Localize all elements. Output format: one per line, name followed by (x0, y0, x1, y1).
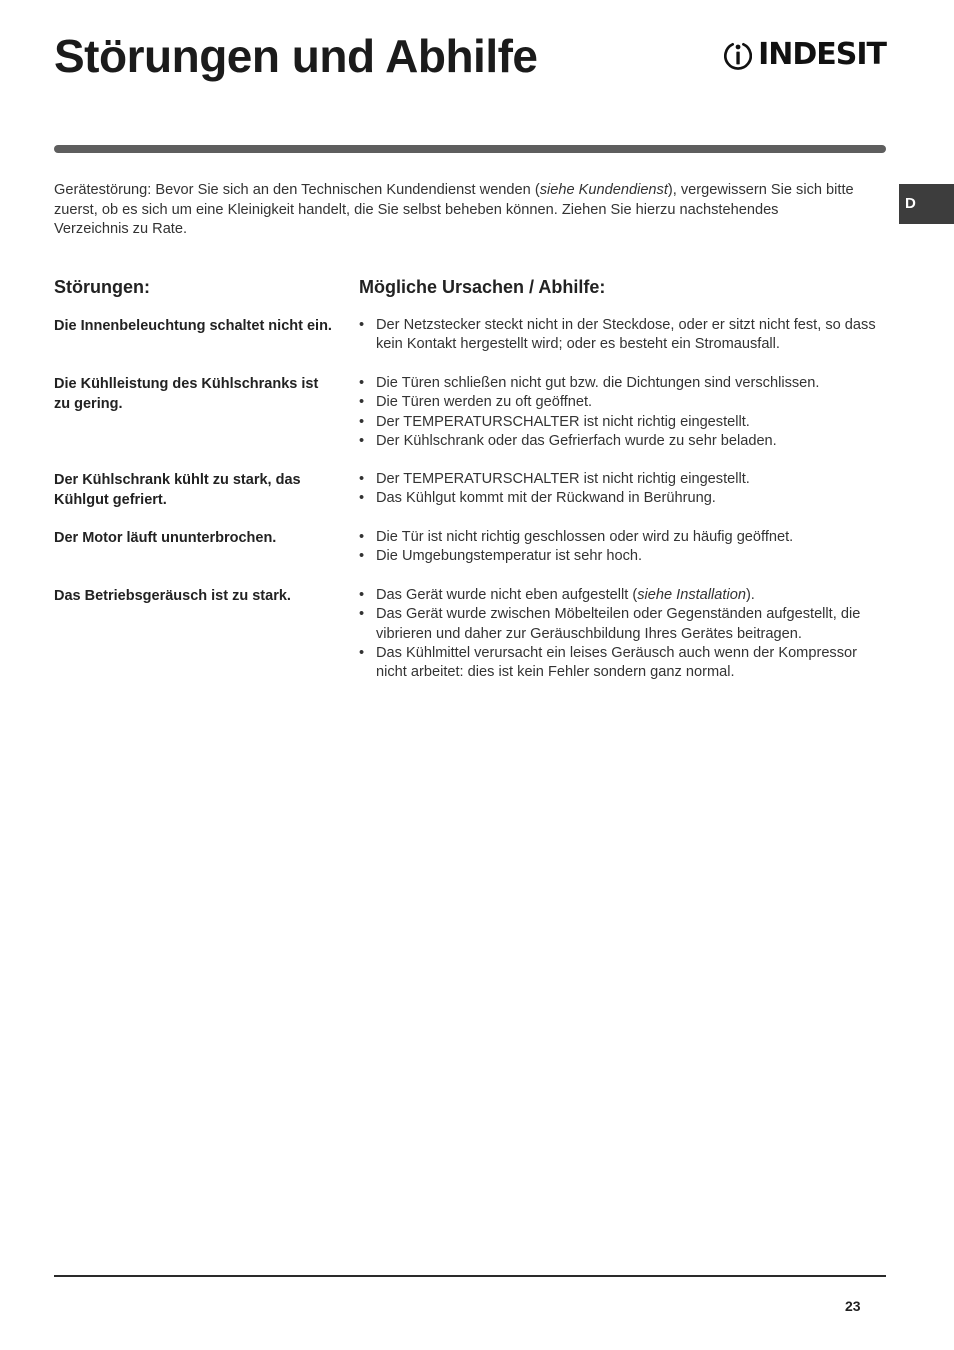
problems-heading: Störungen: (54, 277, 150, 297)
header-divider (54, 145, 886, 153)
cause-text: Die Tür ist nicht richtig geschlossen oder wird zu häufig geöffnet. (376, 529, 794, 545)
language-tab: D (899, 184, 954, 224)
bullet-icon: • (359, 375, 365, 391)
cause-text: Die Türen werden zu oft geöffnet. (376, 394, 593, 411)
cause-text: Der TEMPERATURSCHALTER ist nicht richtig eingestellt. (376, 413, 750, 430)
cause-list (359, 374, 889, 451)
cause-list (359, 528, 889, 567)
cause-item (359, 316, 889, 355)
cause-list (359, 470, 889, 509)
cause-text-end: ). (745, 587, 755, 603)
cause-item (359, 489, 889, 508)
cause-item (359, 547, 889, 566)
cause-text: Der Netzstecker steckt nicht in der Steckdose, oder er sitzt nicht fest, so dass kein Kontakt hergestellt wird; oder es besteht ein Stromausfall. (376, 317, 876, 353)
bullet-icon: • (359, 548, 365, 565)
problem-item: Die Innenbeleuchtung schaltet nicht ein. (54, 318, 332, 334)
footer-divider (54, 1275, 886, 1277)
intro-reference: siehe Kundendienst (539, 182, 668, 198)
problem-item: Das Betriebsgeräusch ist zu stark. (54, 588, 291, 604)
bullet-icon: • (359, 529, 365, 545)
cause-item (359, 528, 889, 547)
brand-logo (724, 32, 886, 78)
bullet-icon: • (359, 317, 365, 333)
page-number: 23 (845, 1298, 861, 1314)
bullet-icon: • (359, 471, 365, 487)
bullet-icon: • (359, 394, 365, 411)
cause-text: Das Gerät wurde nicht eben aufgestellt ( (376, 587, 638, 603)
bullet-icon: • (359, 606, 365, 623)
cause-text: Der Kühlschrank oder das Gefrierfach wurde zu sehr beladen. (376, 432, 777, 449)
cause-text: Das Gerät wurde zwischen Möbelteilen oder Gegenständen aufgestellt, die vibrieren und daher zur Geräuschbildung Ihres Gerätes beitragen. (376, 606, 861, 642)
bullet-icon: • (359, 413, 365, 430)
cause-item (359, 470, 889, 489)
problem-item: Der Kühlschrank kühlt zu stark, das Kühlgut gefriert. (54, 472, 301, 508)
brand-i-icon (724, 33, 752, 77)
cause-item (359, 432, 889, 451)
cause-list (359, 316, 889, 355)
cause-item (359, 586, 889, 605)
problem-item: Der Motor läuft ununterbrochen. (54, 530, 277, 546)
cause-item (359, 413, 889, 432)
problem-item: Die Kühlleistung des Kühlschranks ist zu gering. (54, 376, 319, 412)
intro-text-end: ), vergewissern Sie sich bitte zuerst, ob es sich um eine Kleinigkeit handelt, die Sie selbst beheben können. Ziehen Sie hierzu nachstehendes Verzeichnis zu Rate. (54, 182, 854, 237)
intro-text: Gerätestörung: Bevor Sie sich an den Technischen Kundendienst wenden ( (54, 182, 540, 198)
bullet-icon: • (359, 490, 365, 507)
intro-paragraph (54, 181, 854, 240)
cause-item (359, 393, 889, 412)
causes-heading: Mögliche Ursachen / Abhilfe: (359, 277, 606, 297)
brand-name: INDESIT (758, 37, 886, 72)
bullet-icon: • (359, 432, 365, 449)
cause-item (359, 374, 889, 393)
page-title: Störungen und Abhilfe (54, 30, 538, 82)
cause-text: Der TEMPERATURSCHALTER ist nicht richtig eingestellt. (376, 471, 750, 487)
cause-text: Das Kühlgut kommt mit der Rückwand in Berührung. (376, 490, 716, 507)
cause-list (359, 586, 889, 682)
cause-item (359, 605, 889, 644)
cause-text: Die Umgebungstemperatur ist sehr hoch. (376, 548, 643, 565)
bullet-icon: • (359, 587, 365, 603)
cause-text: Die Türen schließen nicht gut bzw. die Dichtungen sind verschlissen. (376, 375, 820, 391)
cause-item (359, 644, 889, 683)
cause-reference: siehe Installation (637, 587, 746, 603)
cause-text: Das Kühlmittel verursacht ein leises Geräusch auch wenn der Kompressor nicht arbeitet: dies ist kein Fehler sondern ganz normal. (376, 644, 858, 681)
bullet-icon: • (359, 644, 365, 661)
